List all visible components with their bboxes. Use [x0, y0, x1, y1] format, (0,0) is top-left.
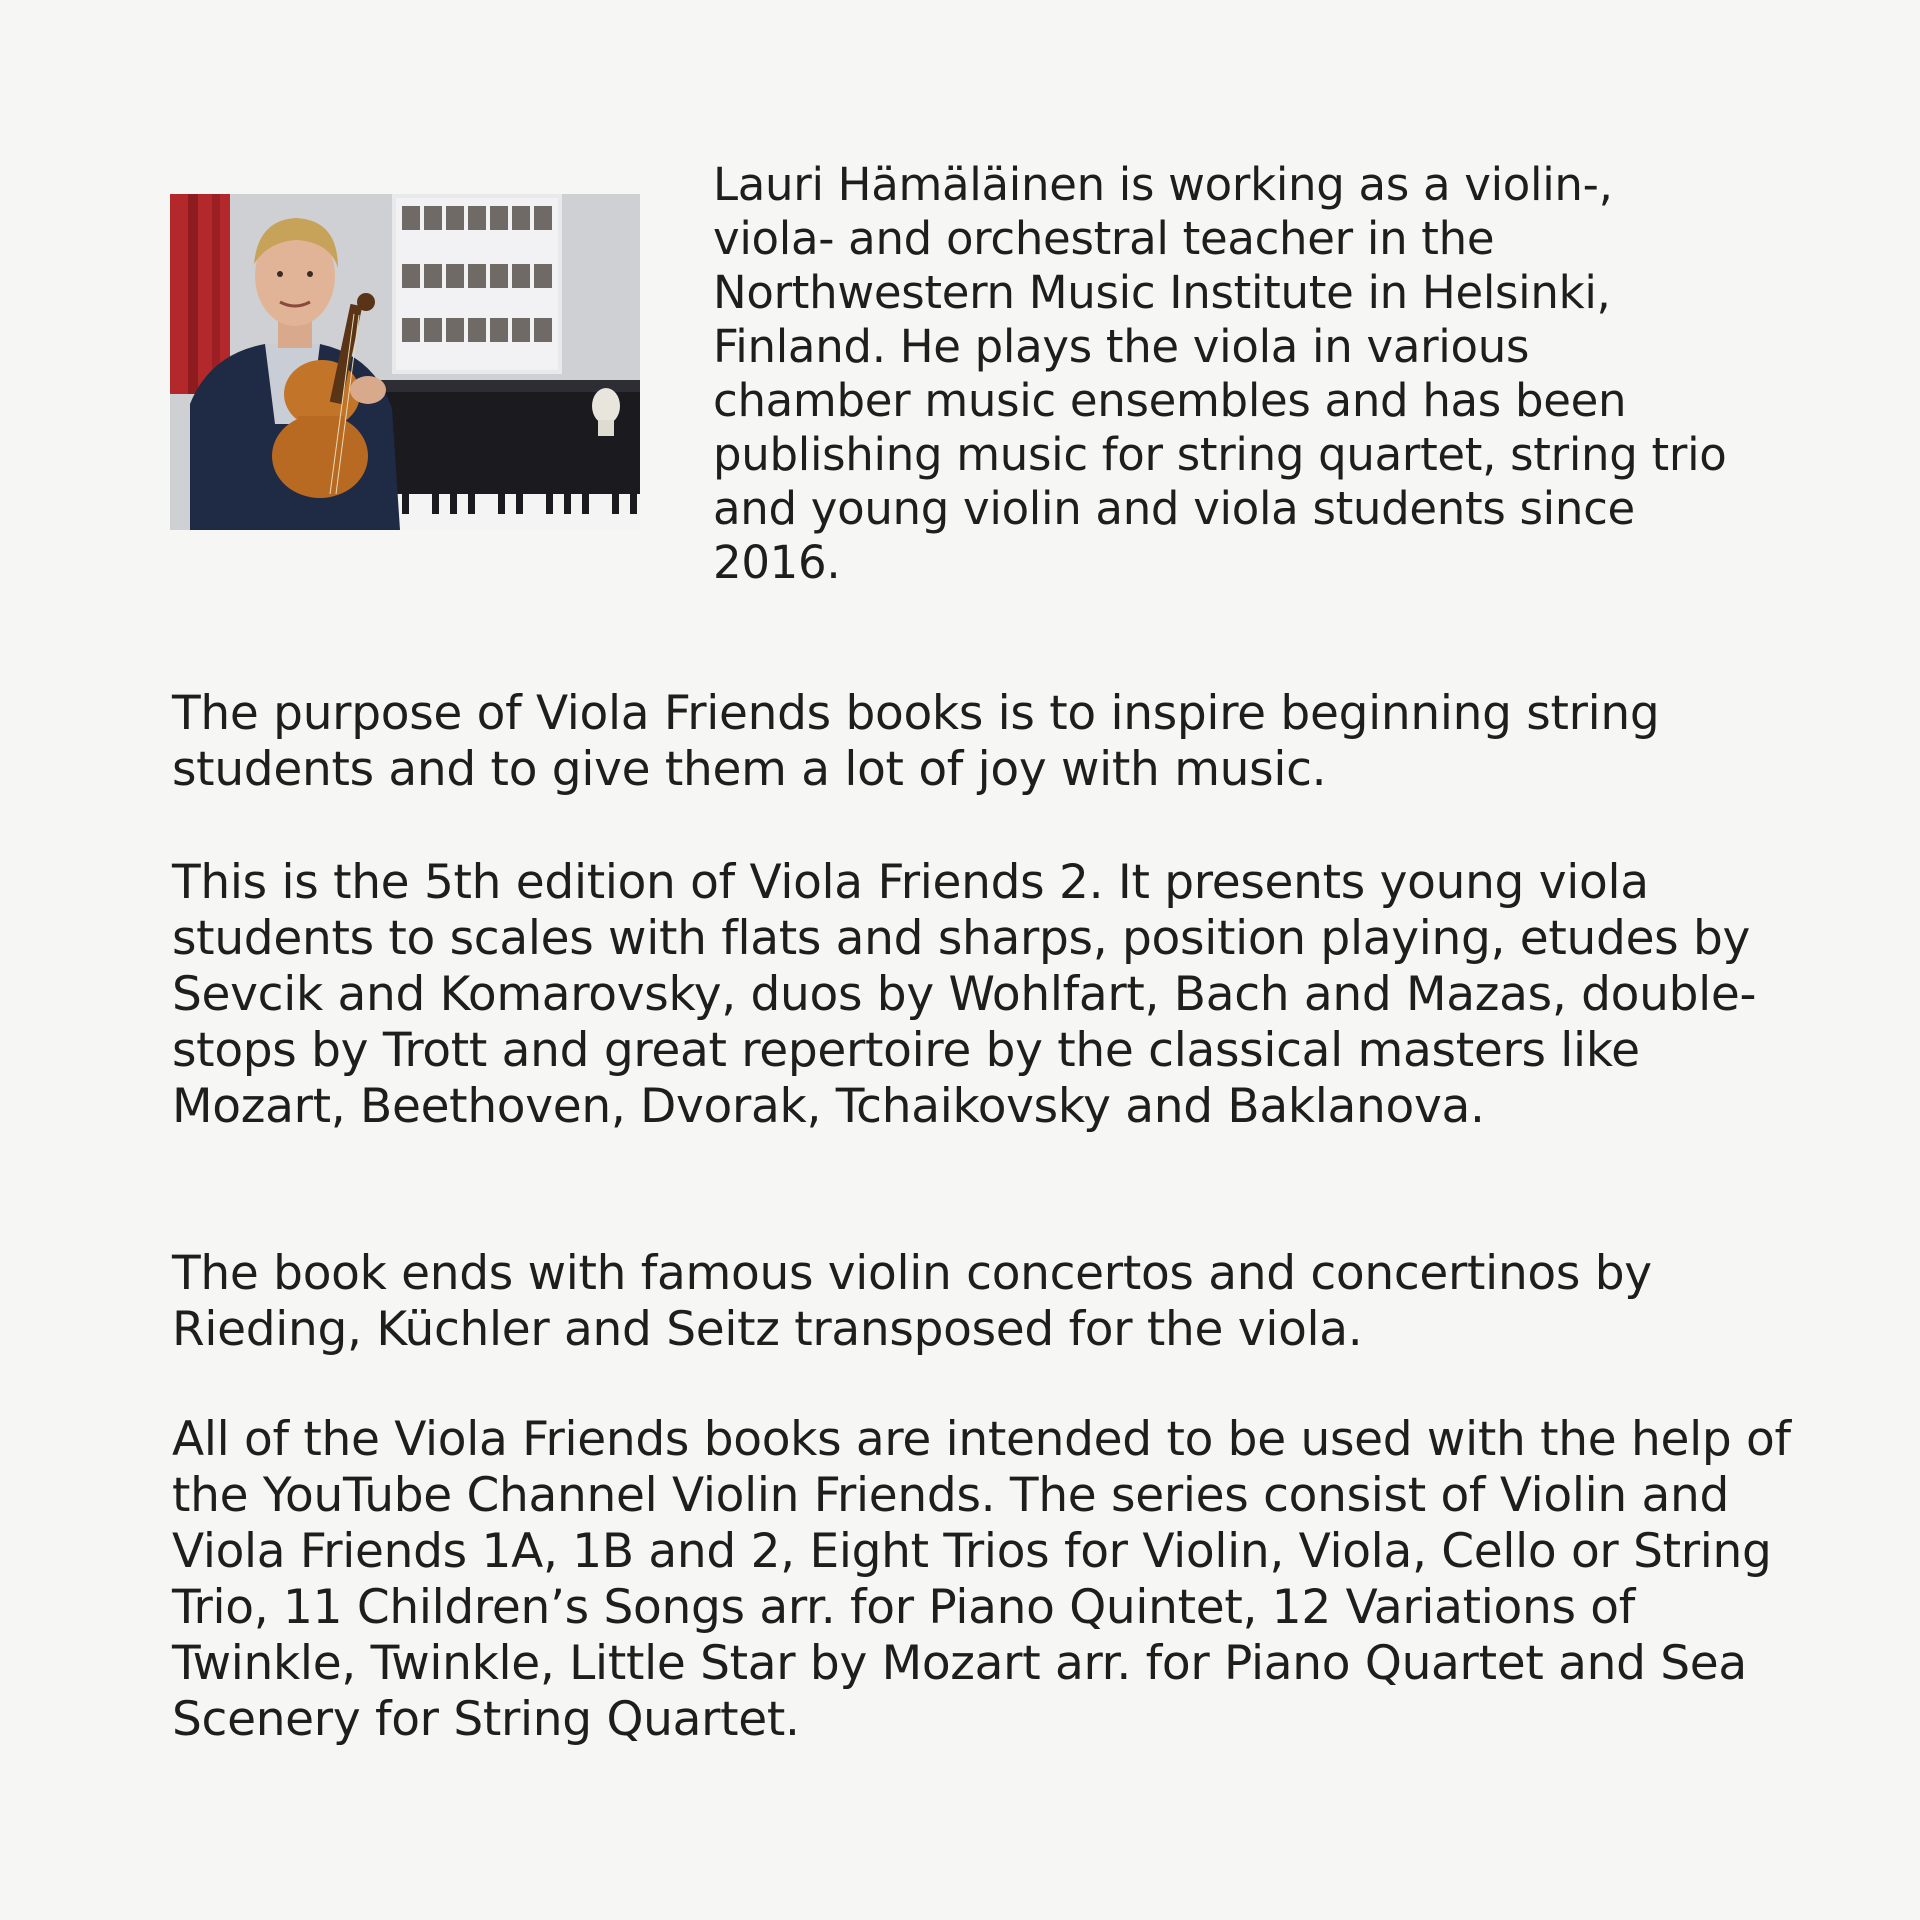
purpose-paragraph: The purpose of Viola Friends books is to inspire beginning string students and to give them a lot of joy with music. [172, 686, 1660, 797]
edition-paragraph: This is the 5th edition of Viola Friends 2. It presents young viola students to scales with flats and sharps, position playing, etudes by Sevcik and Komarovsky, duos by Wohlfart, Bach and Mazas, double-stops by Trott and great repertoire by the classical masters like Mozart, Beethoven, Dvorak, Tchaikovsky and Baklanova. [172, 855, 1757, 1134]
author-photo [170, 194, 640, 530]
ending-paragraph: The book ends with famous violin concertos and concertinos by Rieding, Küchler and Seitz transposed for the viola. [172, 1246, 1652, 1357]
series-paragraph: All of the Viola Friends books are intended to be used with the help of the YouTube Channel Violin Friends. The series consist of Violin and Viola Friends 1A, 1B and 2, Eight Trios for Violin, Viola, Cello or String Trio, 11 Children’s Songs arr. for Piano Quintet, 12 Variations of Twinkle, Twinkle, Little Star by Mozart arr. for Piano Quartet and Sea Scenery for String Quartet. [172, 1412, 1791, 1747]
author-bio: Lauri Hämäläinen is working as a violin-, viola- and orchestral teacher in the Northwestern Music Institute in Helsinki, Finland. He plays the viola in various chamber music ensembles and has been publishing music for string quartet, string trio and young violin and viola students since 2016. [713, 158, 1727, 589]
